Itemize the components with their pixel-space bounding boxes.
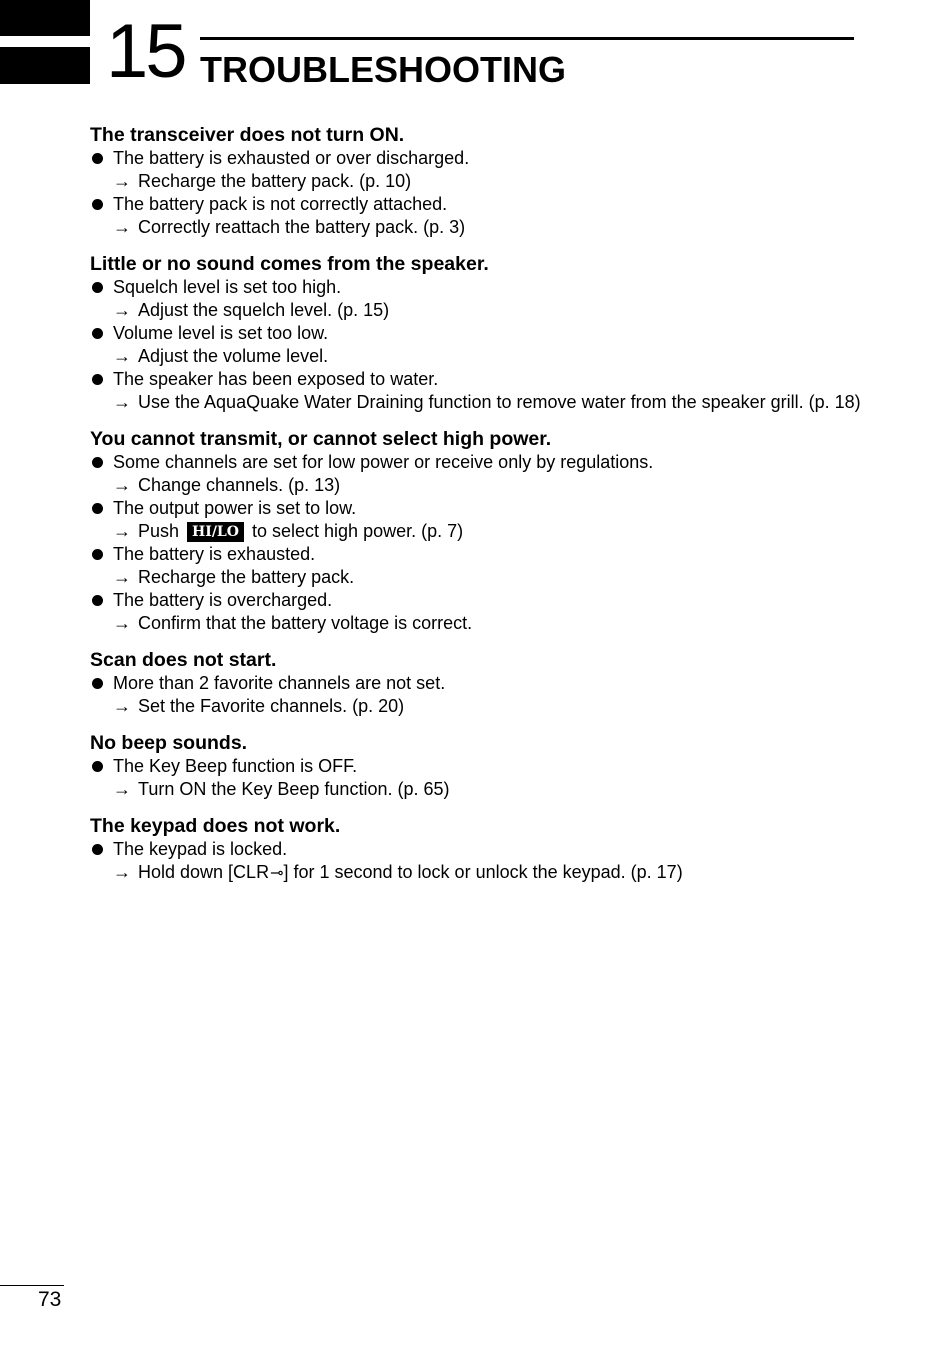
section-heading: Little or no sound comes from the speaker. [90,253,489,275]
bullet-icon [92,761,103,772]
footer-rule [0,1285,64,1286]
remedy-text-post: ] for 1 second to lock or unlock the keypad. (p. 17) [283,862,683,882]
remedy-text: Recharge the battery pack. (p. 10) [138,171,412,191]
cause-text: The output power is set to low. [113,498,357,518]
arrow-right-icon: → [113,392,131,412]
bullet-icon [92,282,103,293]
cause-text: The battery is overcharged. [113,590,333,610]
bullet-icon [92,844,103,855]
cause-text: More than 2 favorite channels are not set. [113,673,446,693]
remedy-item [90,778,870,801]
cause-text: The battery is exhausted or over discharged. [113,148,470,168]
arrow-right-icon: → [113,171,131,191]
section-no-sound [90,253,870,414]
remedy-text: Set the Favorite channels. (p. 20) [138,696,405,716]
arrow-right-icon: → [113,217,131,237]
bullet-icon [92,199,103,210]
cause-item [90,589,870,612]
cause-item [90,755,870,778]
section-heading: The keypad does not work. [90,815,341,837]
remedy-text: Turn ON the Key Beep function. (p. 65) [138,779,450,799]
remedy-item [90,216,870,239]
remedy-text: Correctly reattach the battery pack. (p. 3) [138,217,466,237]
cause-text: The battery pack is not correctly attached. [113,194,448,214]
remedy-text: Use the AquaQuake Water Draining function to remove water from the speaker grill. (p. 18) [138,392,861,412]
bullet-icon [92,678,103,689]
key-lock-icon: ⊸ [270,865,284,882]
remedy-item [90,520,870,543]
cause-item [90,147,870,170]
arrow-right-icon: → [113,475,131,495]
section-heading: Scan does not start. [90,649,277,671]
remedy-text: Confirm that the battery voltage is correct. [138,613,473,633]
bullet-icon [92,503,103,514]
arrow-right-icon: → [113,567,131,587]
remedy-text-post: to select high power. (p. 7) [252,521,464,541]
cause-item [90,451,870,474]
cause-item [90,276,870,299]
cause-text: The keypad is locked. [113,839,288,859]
bullet-icon [92,595,103,606]
remedy-item [90,299,870,322]
arrow-right-icon: → [113,613,131,633]
remedy-item [90,474,870,497]
remedy-text: Adjust the volume level. [138,346,329,366]
header-rule [200,37,854,40]
section-cannot-transmit [90,428,870,635]
remedy-item [90,695,870,718]
bullet-icon [92,374,103,385]
arrow-right-icon: → [113,346,131,366]
cause-item [90,497,870,520]
remedy-item [90,170,870,193]
section-no-beep [90,732,870,801]
arrow-right-icon: → [113,696,131,716]
remedy-item [90,391,870,414]
bullet-icon [92,457,103,468]
chapter-tab-block-top [0,0,90,36]
remedy-item [90,861,870,885]
cause-item [90,322,870,345]
section-keypad-not-work [90,815,870,885]
remedy-text: Adjust the squelch level. (p. 15) [138,300,390,320]
section-heading: No beep sounds. [90,732,248,754]
section-heading: The transceiver does not turn ON. [90,124,405,146]
remedy-text: Recharge the battery pack. [138,567,355,587]
cause-text: The Key Beep function is OFF. [113,756,358,776]
cause-item [90,838,870,861]
cause-text: Some channels are set for low power or receive only by regulations. [113,452,654,472]
arrow-right-icon: → [113,521,131,541]
bullet-icon [92,153,103,164]
cause-item [90,543,870,566]
bullet-icon [92,549,103,560]
arrow-right-icon: → [113,779,131,799]
troubleshooting-content [90,124,870,899]
chapter-tab-block-bottom [0,47,90,84]
cause-item [90,672,870,695]
remedy-item [90,612,870,635]
arrow-right-icon: → [113,862,131,882]
remedy-item [90,345,870,368]
hi-lo-key-badge: HI/LO [187,522,244,542]
cause-text: Volume level is set too low. [113,323,329,343]
cause-item [90,193,870,216]
remedy-text-pre: Push [138,521,180,541]
bullet-icon [92,328,103,339]
arrow-right-icon: → [113,300,131,320]
cause-text: The battery is exhausted. [113,544,316,564]
cause-text: Squelch level is set too high. [113,277,342,297]
cause-text: The speaker has been exposed to water. [113,369,439,389]
cause-item [90,368,870,391]
page-number: 73 [38,1288,62,1311]
section-heading: You cannot transmit, or cannot select high power. [90,428,552,450]
section-no-power [90,124,870,239]
remedy-item [90,566,870,589]
remedy-text: Change channels. (p. 13) [138,475,341,495]
chapter-number: 15 [106,9,185,94]
remedy-text-pre: Hold down [CLR [138,862,270,882]
chapter-title: TROUBLESHOOTING [200,49,566,90]
section-scan-not-start [90,649,870,718]
